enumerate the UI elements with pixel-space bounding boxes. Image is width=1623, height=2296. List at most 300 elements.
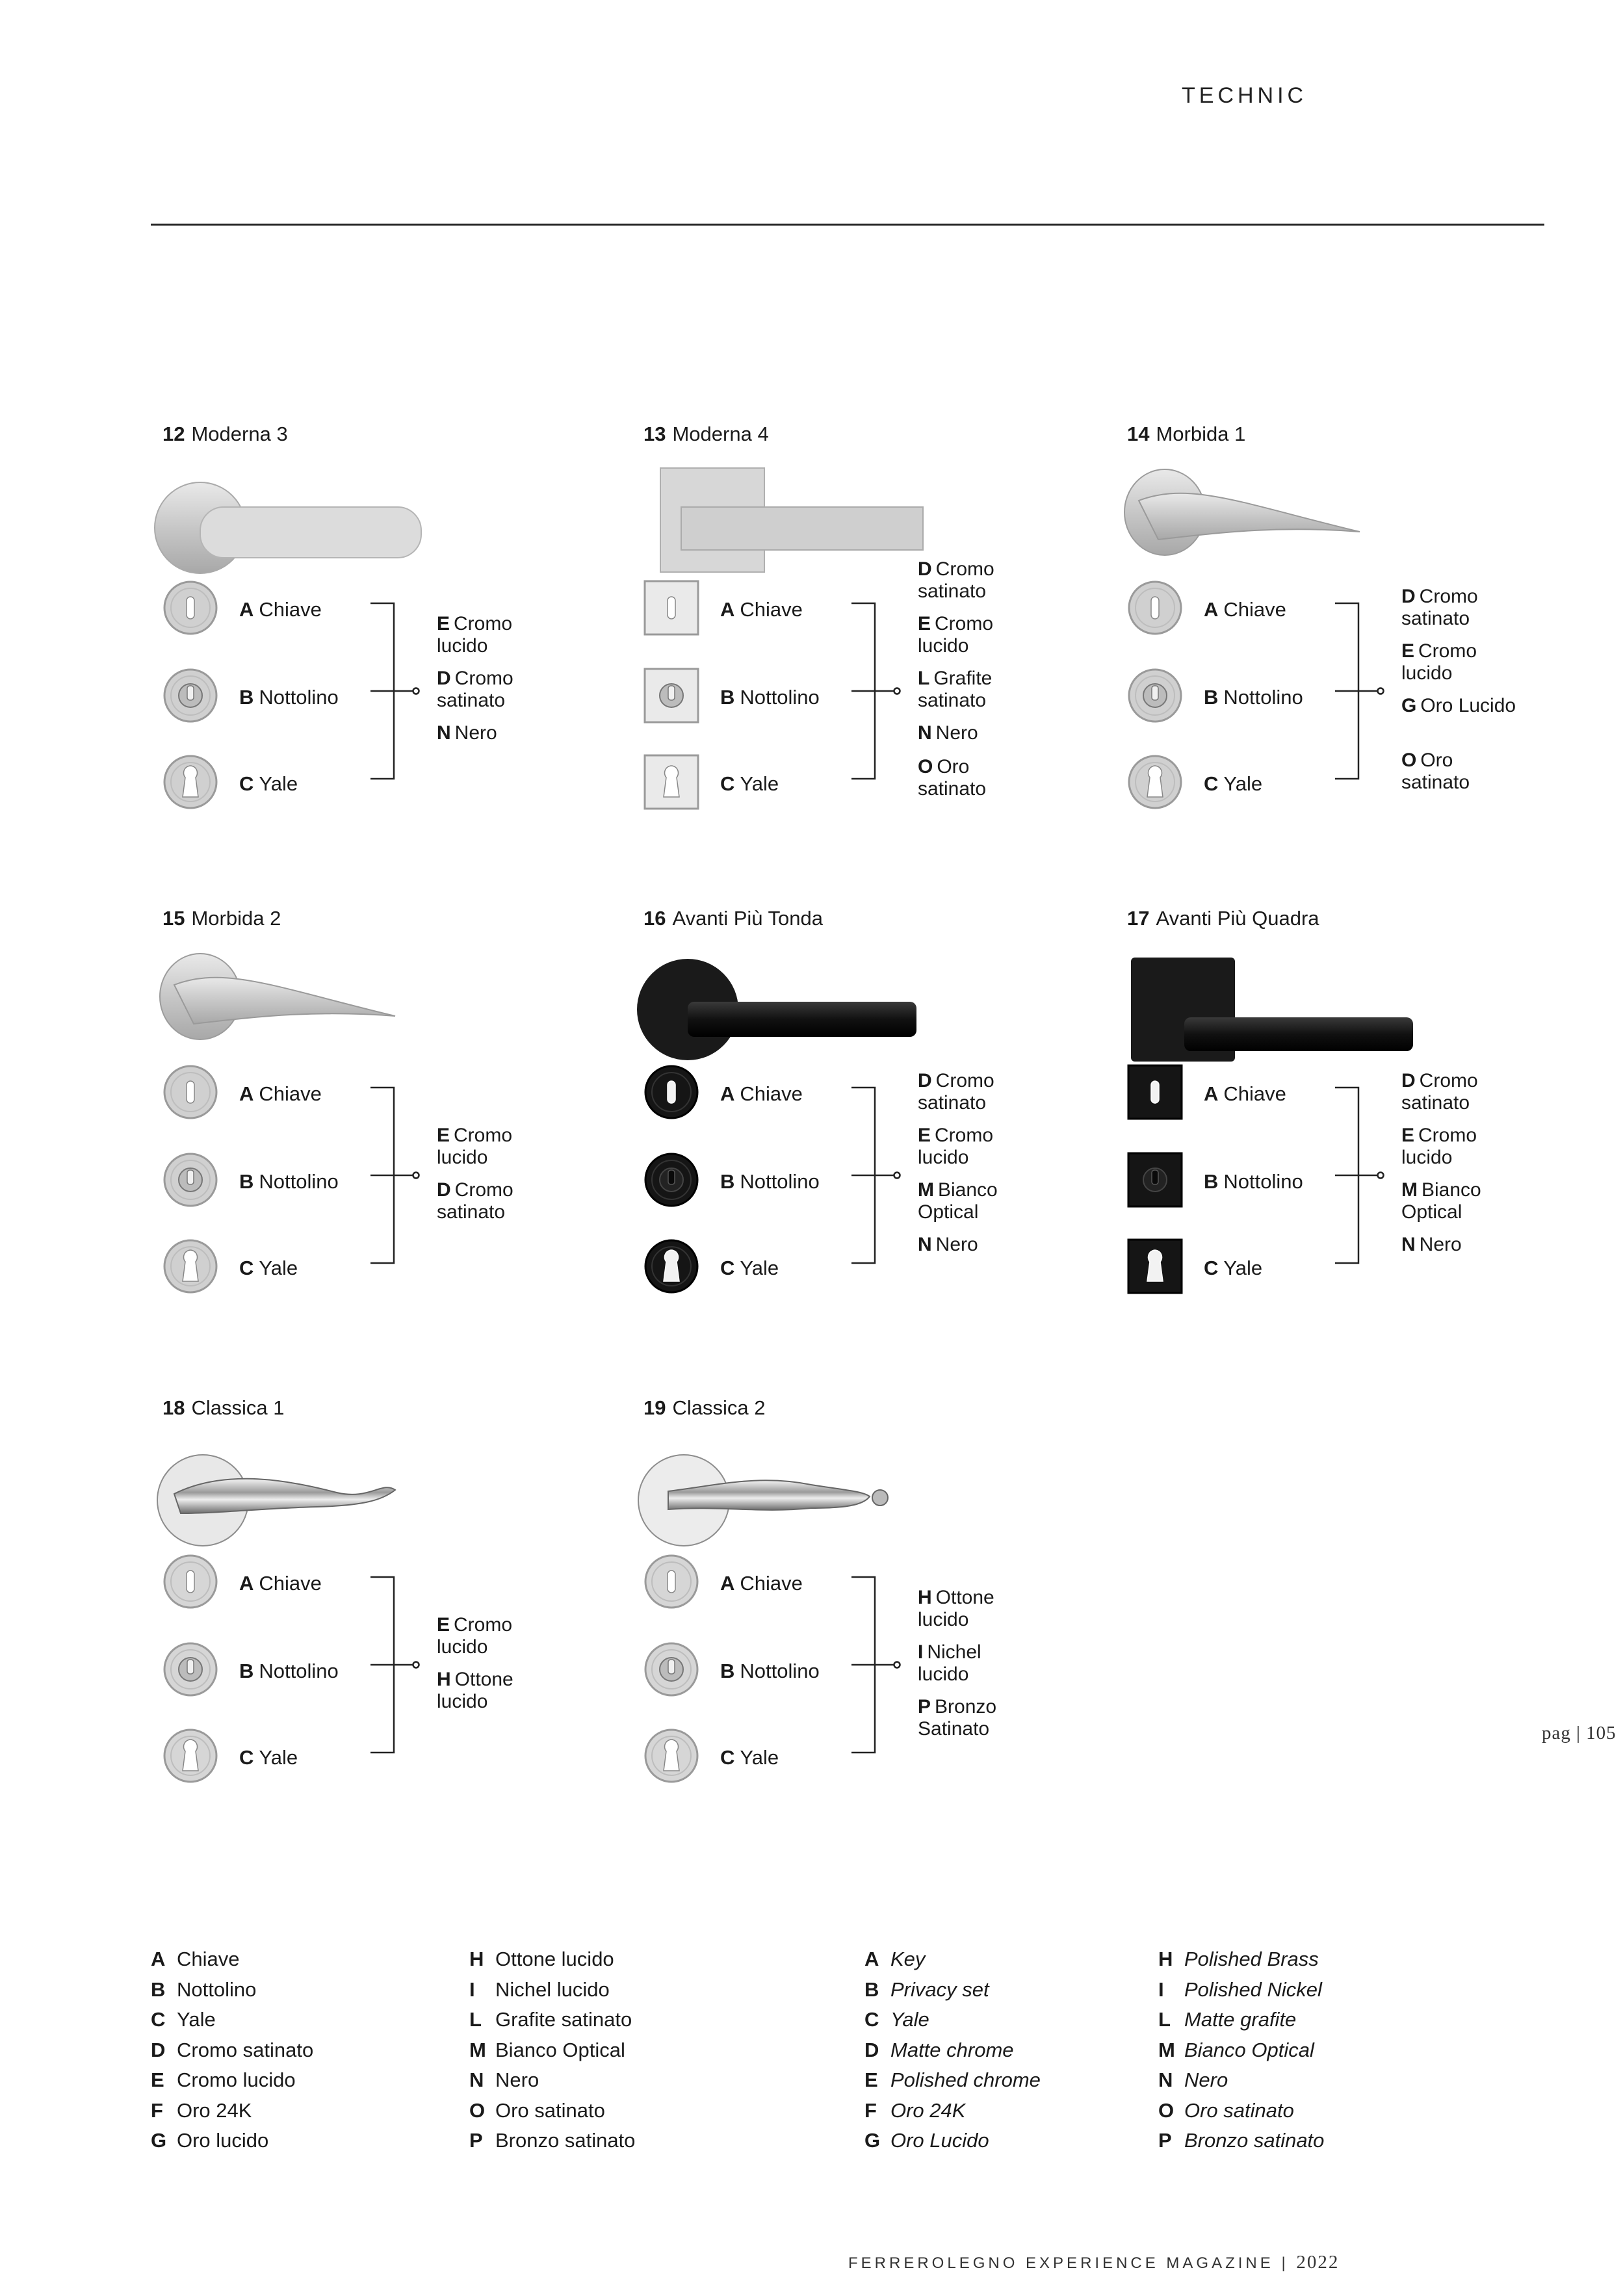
option-label: [1204, 598, 1286, 621]
rose-yale-icon: [643, 1728, 699, 1784]
legend-key: G: [864, 2129, 881, 2152]
page-number: pag | 105: [1542, 1723, 1617, 1743]
option-text: Chiave: [259, 598, 322, 621]
option-text: Yale: [259, 1746, 298, 1769]
legend-key: B: [864, 1977, 879, 2001]
legend-value: Cromo satinato: [177, 2038, 314, 2061]
legend-value: Oro satinato: [1184, 2098, 1294, 2122]
option-letter: C: [1204, 1257, 1219, 1279]
options-bracket: [850, 597, 902, 789]
rose-yale-icon: [1127, 754, 1183, 810]
product-title: [162, 1396, 284, 1420]
finish-letter: D: [918, 1070, 932, 1091]
legend-key: P: [1158, 2129, 1172, 2152]
legend-value: Grafite satinato: [495, 2008, 632, 2031]
section-title: TECHNIC: [1182, 83, 1308, 108]
rose-key-icon: [162, 1554, 218, 1610]
option-label: [239, 1170, 339, 1194]
finish-letter: E: [1401, 1125, 1415, 1146]
legend-key: N: [469, 2068, 484, 2091]
legend-row: [469, 2035, 635, 2066]
option-label: [1204, 1170, 1303, 1194]
option-label: [239, 686, 339, 709]
option-letter: A: [239, 1082, 254, 1105]
option-label: [239, 772, 298, 796]
handle-photo: [1113, 939, 1425, 1076]
legend-row: [151, 1944, 313, 1975]
finish-text: Cromo satinato: [1401, 586, 1478, 629]
product-name: Moderna 4: [672, 423, 769, 445]
option-text: Yale: [1223, 1257, 1263, 1279]
finish-letter: M: [918, 1179, 934, 1201]
rose-key-icon: [643, 1064, 699, 1120]
product-title: [1127, 423, 1245, 446]
legend-row: [151, 2126, 313, 2156]
option-letter: C: [239, 1257, 254, 1279]
option-text: Nottolino: [1223, 1170, 1303, 1193]
finish-text: Cromo satinato: [918, 558, 994, 602]
legend-english-1: [864, 1944, 1041, 2156]
finish-text: Bronzo Satinato: [918, 1696, 997, 1740]
option-label: [1204, 772, 1262, 796]
legend-value: Polished chrome: [890, 2068, 1041, 2091]
option-letter: B: [720, 1660, 735, 1682]
option-text: Yale: [740, 1257, 779, 1279]
legend-key: D: [864, 2038, 879, 2061]
finish-option: [918, 1070, 1035, 1114]
finish-option: [918, 1587, 1035, 1631]
finish-letter: G: [1401, 695, 1417, 716]
option-text: Nottolino: [740, 686, 820, 709]
option-label: [720, 772, 779, 796]
legend-value: Bronzo satinato: [495, 2129, 636, 2152]
legend-value: Oro satinato: [495, 2098, 605, 2122]
finish-option: [918, 756, 1035, 800]
finish-text: Cromo satinato: [437, 668, 513, 711]
product-name: Avanti Più Quadra: [1156, 907, 1319, 930]
option-letter: A: [720, 1572, 735, 1595]
legend-row: [864, 1975, 1041, 2005]
legend-key: C: [864, 2008, 879, 2031]
legend-value: Bianco Optical: [1184, 2038, 1314, 2061]
product-name: Morbida 2: [191, 907, 281, 930]
product-title: [643, 1396, 765, 1420]
rose-privacy-icon: [643, 1641, 699, 1697]
finish-option: [918, 558, 1035, 603]
legend-key: O: [1158, 2098, 1175, 2122]
legend-key: D: [151, 2038, 166, 2061]
legend-value: Cromo lucido: [177, 2068, 296, 2091]
legend-italian-1: [151, 1944, 313, 2156]
product-name: Avanti Più Tonda: [672, 907, 824, 930]
option-label: [720, 1257, 779, 1280]
legend-key: P: [469, 2129, 483, 2152]
legend-key: I: [469, 1977, 475, 2001]
option-text: Nottolino: [1223, 686, 1303, 709]
finish-text: Cromo lucido: [918, 1125, 994, 1168]
finish-text: Nero: [935, 1234, 978, 1255]
finish-text: Oro satinato: [1401, 750, 1470, 793]
legend-value: Oro 24K: [890, 2098, 966, 2122]
finish-text: Nero: [454, 722, 497, 744]
finish-letter: I: [918, 1641, 924, 1663]
legend-row: [151, 2005, 313, 2035]
rose-privacy-icon: [162, 1152, 218, 1208]
legend-row: [469, 1944, 635, 1975]
legend-value: Oro Lucido: [890, 2129, 989, 2152]
finish-option: [1401, 750, 1518, 794]
finish-option: [1401, 1070, 1518, 1114]
option-text: Nottolino: [740, 1170, 820, 1193]
legend-value: Yale: [890, 2008, 929, 2031]
legend-row: [1158, 2005, 1324, 2035]
legend-key: I: [1158, 1977, 1164, 2001]
option-text: Nottolino: [259, 686, 339, 709]
product-title: [162, 907, 281, 930]
option-label: [239, 1746, 298, 1769]
legend-key: L: [469, 2008, 482, 2031]
finish-letter: D: [437, 1179, 451, 1201]
option-letter: B: [1204, 1170, 1219, 1193]
rose-privacy-icon: [162, 1641, 218, 1697]
legend-key: L: [1158, 2008, 1171, 2031]
handle-photo: [1113, 455, 1425, 592]
finish-text: Cromo lucido: [1401, 640, 1477, 684]
finish-text: Nero: [1419, 1234, 1462, 1255]
finish-text: Cromo lucido: [437, 613, 513, 657]
legend-row: [1158, 1975, 1324, 2005]
option-letter: B: [239, 1170, 254, 1193]
legend-row: [469, 1975, 635, 2005]
product-card: [1113, 423, 1568, 865]
header-divider: [151, 224, 1544, 226]
option-letter: A: [1204, 1082, 1219, 1105]
handle-photo: [148, 455, 460, 592]
legend-key: G: [151, 2129, 167, 2152]
product-card: [629, 1396, 1084, 1838]
rose-yale-icon: [162, 754, 218, 810]
option-label: [720, 1746, 779, 1769]
option-letter: C: [720, 1746, 735, 1769]
finish-option: [1401, 1179, 1518, 1223]
legend-english-2: [1158, 1944, 1324, 2156]
product-number: 19: [643, 1396, 666, 1419]
option-label: [1204, 1257, 1262, 1280]
finish-text: Ottone lucido: [918, 1587, 994, 1630]
option-letter: B: [1204, 686, 1219, 709]
option-text: Yale: [740, 772, 779, 795]
product-title: [162, 423, 288, 446]
options-bracket: [369, 1571, 421, 1762]
product-title: [643, 423, 769, 446]
option-letter: A: [720, 598, 735, 621]
finish-letter: L: [918, 668, 930, 689]
rose-key-icon: [643, 1554, 699, 1610]
options-bracket: [1334, 1081, 1386, 1273]
finish-text: Cromo satinato: [437, 1179, 513, 1223]
product-name: Classica 2: [672, 1396, 766, 1419]
finish-text: Bianco Optical: [1401, 1179, 1481, 1223]
handle-photo: [629, 455, 941, 592]
legend-key: N: [1158, 2068, 1173, 2091]
legend-value: Polished Nickel: [1184, 1977, 1322, 2001]
rose-key-icon: [1127, 1064, 1183, 1120]
option-letter: B: [239, 1660, 254, 1682]
footer: [848, 2252, 1339, 2273]
legend-row: [864, 2035, 1041, 2066]
option-text: Nottolino: [259, 1170, 339, 1193]
product-number: 13: [643, 423, 666, 445]
option-letter: C: [1204, 772, 1219, 795]
finish-letter: O: [918, 756, 933, 777]
rose-privacy-icon: [643, 668, 699, 724]
option-text: Chiave: [1223, 598, 1286, 621]
finish-letter: E: [918, 1125, 931, 1146]
legend-row: [1158, 2096, 1324, 2126]
rose-key-icon: [162, 580, 218, 636]
option-text: Yale: [259, 1257, 298, 1279]
finish-letter: E: [1401, 640, 1415, 662]
finish-letter: E: [437, 613, 450, 634]
rose-privacy-icon: [1127, 668, 1183, 724]
finish-letter: M: [1401, 1179, 1418, 1201]
finish-option: [437, 1669, 554, 1713]
product-number: 12: [162, 423, 185, 445]
finish-letter: E: [437, 1614, 450, 1636]
handle-photo: [148, 939, 460, 1076]
options-bracket: [850, 1081, 902, 1273]
product-card: [629, 907, 1084, 1349]
legend-value: Nichel lucido: [495, 1977, 610, 2001]
legend-value: Nottolino: [177, 1977, 257, 2001]
finish-option: [437, 1179, 554, 1223]
finish-letter: N: [1401, 1234, 1416, 1255]
legend-row: [151, 2035, 313, 2066]
option-label: [1204, 1082, 1286, 1106]
legend-row: [151, 2096, 313, 2126]
legend-row: [864, 2065, 1041, 2096]
finish-text: Bianco Optical: [918, 1179, 998, 1223]
legend-value: Nero: [495, 2068, 539, 2091]
legend-row: [1158, 2126, 1324, 2156]
legend-key: A: [151, 1948, 166, 1970]
rose-yale-icon: [643, 1238, 699, 1294]
legend-key: F: [864, 2098, 877, 2122]
legend-row: [864, 2126, 1041, 2156]
legend-value: Chiave: [177, 1948, 240, 1970]
handle-photo: [629, 1429, 941, 1565]
legend-value: Polished Brass: [1184, 1948, 1319, 1970]
legend-value: Privacy set: [890, 1977, 989, 2001]
handle-photo: [148, 1429, 460, 1565]
finish-option: [437, 1125, 554, 1169]
legend-value: Ottone lucido: [495, 1948, 614, 1970]
option-text: Nottolino: [259, 1660, 339, 1682]
option-label: [239, 1660, 339, 1683]
finish-option: [1401, 640, 1518, 685]
option-label: [720, 1082, 803, 1106]
rose-yale-icon: [1127, 1238, 1183, 1294]
legend-row: [151, 2065, 313, 2096]
option-letter: B: [239, 686, 254, 709]
legend-italian-2: [469, 1944, 635, 2156]
legend-value: Matte grafite: [1184, 2008, 1297, 2031]
finish-option: [918, 1234, 1035, 1256]
finish-option: [918, 1125, 1035, 1169]
options-bracket: [850, 1571, 902, 1762]
finish-text: Cromo lucido: [437, 1125, 513, 1168]
option-label: [720, 686, 820, 709]
finish-text: Ottone lucido: [437, 1669, 513, 1712]
rose-privacy-icon: [162, 668, 218, 724]
finish-letter: D: [1401, 586, 1416, 607]
legend-key: H: [1158, 1948, 1173, 1970]
product-card: [1113, 907, 1568, 1349]
option-letter: B: [720, 1170, 735, 1193]
option-letter: C: [239, 772, 254, 795]
product-number: 15: [162, 907, 185, 930]
option-letter: B: [720, 686, 735, 709]
option-letter: C: [720, 772, 735, 795]
legend-row: [469, 2096, 635, 2126]
finish-text: Grafite satinato: [918, 668, 993, 711]
option-text: Yale: [259, 772, 298, 795]
legend-row: [864, 2005, 1041, 2035]
product-title: [643, 907, 823, 930]
finish-letter: H: [918, 1587, 932, 1608]
finish-option: [1401, 1234, 1518, 1256]
legend-key: C: [151, 2008, 166, 2031]
finish-text: Oro Lucido: [1420, 695, 1516, 716]
legend-row: [151, 1975, 313, 2005]
footer-separator: |: [1281, 2254, 1289, 2272]
option-letter: A: [239, 1572, 254, 1595]
option-text: Yale: [1223, 772, 1263, 795]
options-bracket: [369, 597, 421, 789]
rose-key-icon: [1127, 580, 1183, 636]
legend-value: Nero: [1184, 2068, 1228, 2091]
finish-option: [437, 668, 554, 712]
finish-letter: N: [437, 722, 451, 744]
product-title: [1127, 907, 1319, 930]
finish-letter: D: [918, 558, 932, 580]
finish-text: Cromo lucido: [437, 1614, 513, 1658]
finish-letter: H: [437, 1669, 451, 1690]
option-label: [720, 1660, 820, 1683]
legend-key: O: [469, 2098, 486, 2122]
product-card: [148, 907, 603, 1349]
finish-text: Cromo satinato: [1401, 1070, 1478, 1114]
legend-row: [469, 2005, 635, 2035]
legend-key: M: [1158, 2038, 1175, 2061]
option-text: Chiave: [259, 1082, 322, 1105]
option-text: Chiave: [740, 598, 803, 621]
option-text: Chiave: [740, 1572, 803, 1595]
option-label: [239, 1082, 322, 1106]
legend-row: [864, 1944, 1041, 1975]
finish-letter: N: [918, 722, 932, 744]
finish-text: Nichel lucido: [918, 1641, 981, 1685]
finish-text: Nero: [935, 722, 978, 744]
finish-option: [918, 1641, 1035, 1686]
product-card: [148, 1396, 603, 1838]
product-name: Moderna 3: [191, 423, 288, 445]
legend-key: M: [469, 2038, 486, 2061]
legend-value: Bianco Optical: [495, 2038, 625, 2061]
rose-key-icon: [643, 580, 699, 636]
option-letter: A: [720, 1082, 735, 1105]
legend-row: [864, 2096, 1041, 2126]
product-number: 18: [162, 1396, 185, 1419]
footer-magazine: FERREROLEGNO EXPERIENCE MAGAZINE: [848, 2254, 1274, 2272]
finish-letter: N: [918, 1234, 932, 1255]
finish-option: [1401, 695, 1518, 717]
finish-text: Oro satinato: [918, 756, 987, 800]
finish-letter: E: [918, 613, 931, 634]
legend-row: [1158, 2065, 1324, 2096]
option-label: [720, 598, 803, 621]
finish-letter: D: [1401, 1070, 1416, 1091]
product-name: Morbida 1: [1156, 423, 1246, 445]
rose-yale-icon: [162, 1238, 218, 1294]
legend-row: [1158, 2035, 1324, 2066]
product-number: 17: [1127, 907, 1150, 930]
option-text: Chiave: [259, 1572, 322, 1595]
product-card: [629, 423, 1084, 865]
finish-option: [1401, 586, 1518, 630]
legend-key: E: [151, 2068, 164, 2091]
option-label: [239, 598, 322, 621]
options-bracket: [1334, 597, 1386, 789]
legend-value: Oro 24K: [177, 2098, 252, 2122]
legend-value: Oro lucido: [177, 2129, 269, 2152]
option-label: [1204, 686, 1303, 709]
option-label: [720, 1572, 803, 1595]
finish-text: Cromo lucido: [918, 613, 994, 657]
finish-option: [918, 1179, 1035, 1223]
finish-option: [437, 722, 554, 744]
option-letter: C: [239, 1746, 254, 1769]
product-name: Classica 1: [191, 1396, 285, 1419]
rose-yale-icon: [643, 754, 699, 810]
option-text: Nottolino: [740, 1660, 820, 1682]
option-text: Chiave: [1223, 1082, 1286, 1105]
product-number: 14: [1127, 423, 1150, 445]
legend-value: Yale: [177, 2008, 216, 2031]
finish-text: Cromo lucido: [1401, 1125, 1477, 1168]
legend-key: B: [151, 1977, 166, 2001]
option-label: [239, 1257, 298, 1280]
finish-letter: D: [437, 668, 451, 689]
finish-option: [918, 1696, 1035, 1740]
finish-option: [1401, 1125, 1518, 1169]
legend-key: H: [469, 1948, 484, 1970]
finish-option: [918, 722, 1035, 744]
finish-letter: O: [1401, 750, 1417, 771]
legend-row: [469, 2126, 635, 2156]
option-text: Chiave: [740, 1082, 803, 1105]
option-letter: C: [720, 1257, 735, 1279]
legend-value: Matte chrome: [890, 2038, 1014, 2061]
rose-yale-icon: [162, 1728, 218, 1784]
legend-key: E: [864, 2068, 878, 2091]
handle-photo: [629, 939, 941, 1076]
rose-privacy-icon: [1127, 1152, 1183, 1208]
option-letter: A: [1204, 598, 1219, 621]
footer-year: 2022: [1296, 2252, 1340, 2273]
legend-key: A: [864, 1948, 879, 1970]
legend-value: Key: [890, 1948, 926, 1970]
